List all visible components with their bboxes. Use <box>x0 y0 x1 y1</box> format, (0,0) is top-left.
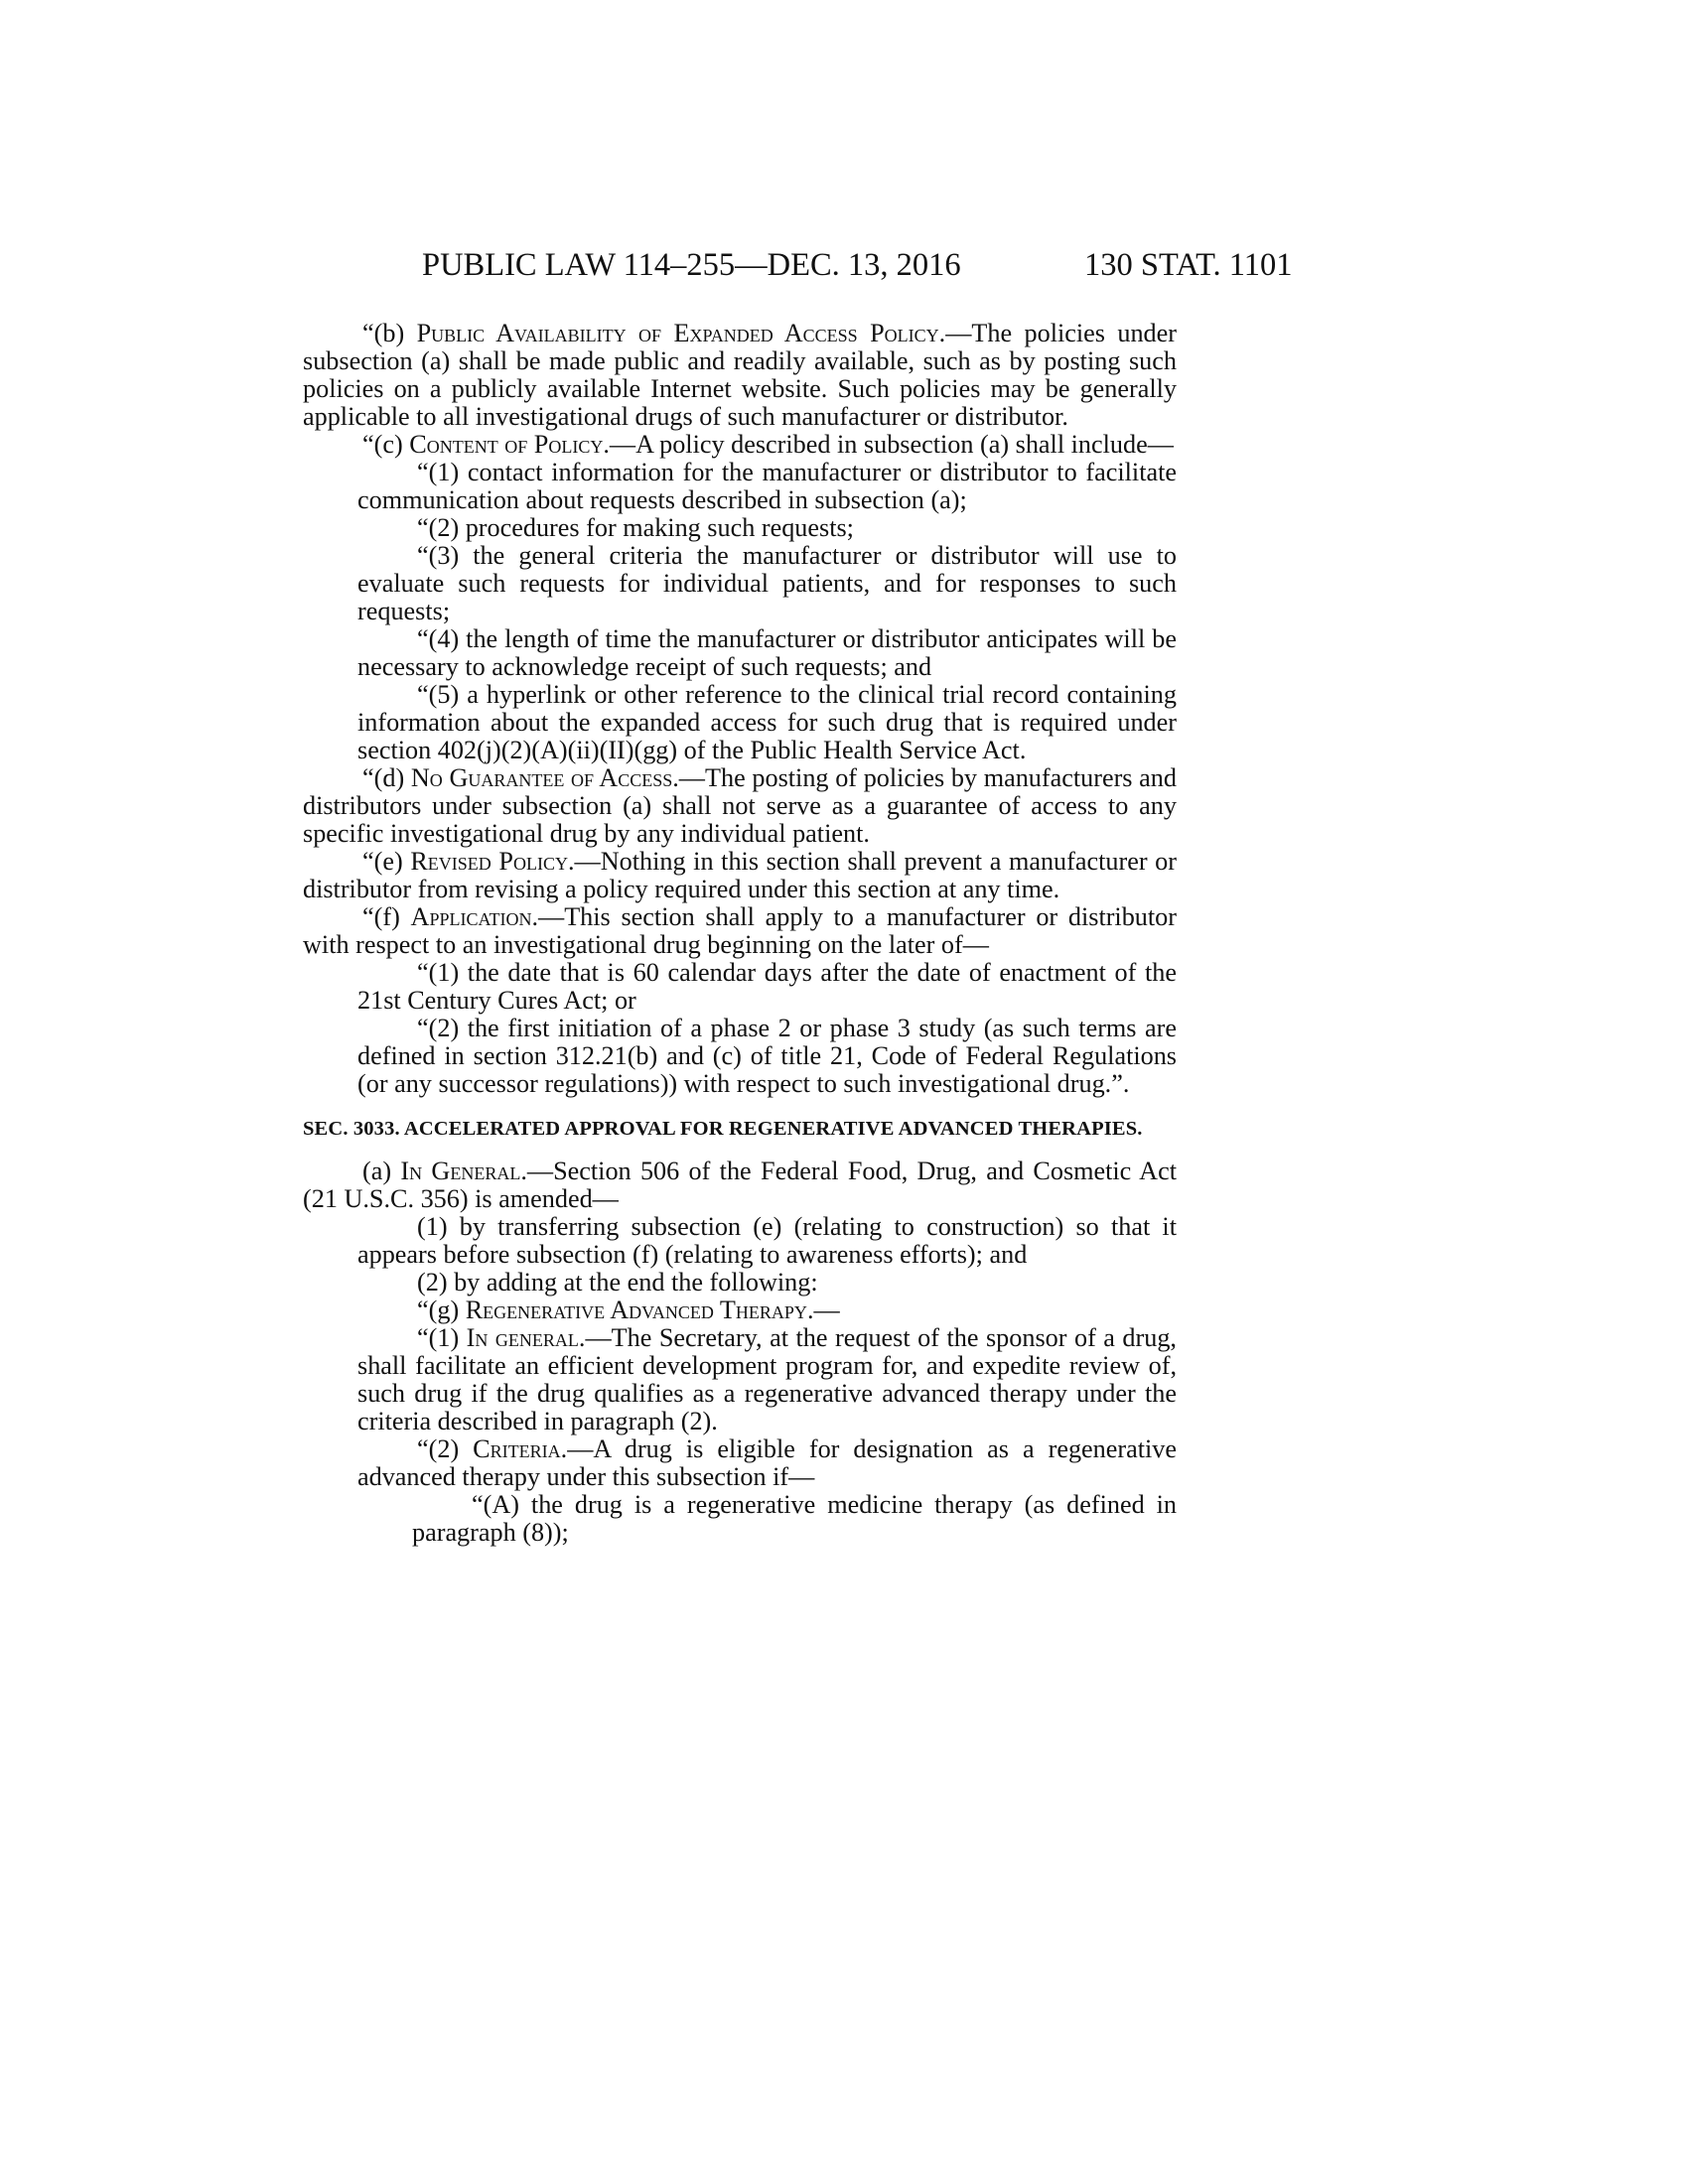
paragraph-a1: (1) by transferring subsection (e) (relating to construction) so that it appears before subsection (f) (relating to awareness efforts); and <box>357 1212 1177 1269</box>
subsection-c-heading: Content of Policy <box>409 430 604 459</box>
subparagraph-g2A: “(A) the drug is a regenerative medicine therapy (as defined in paragraph (8)); <box>412 1490 1177 1547</box>
subsection-d: “(d) No Guarantee of Access.—The posting of policies by manufacturers and distributors under subsection (a) shall not serve as a guarantee of access to any specific investigational drug by any individual patient. <box>303 763 1177 848</box>
body-text <box>303 320 1177 1547</box>
subsection-f: “(f) Application.—This section shall apply to a manufacturer or distributor with respect to an investigational drug beginning on the later of— <box>303 902 1177 959</box>
paragraph-c5: “(5) a hyperlink or other reference to the clinical trial record containing information about the expanded access for such drug that is required under section 402(j)(2)(A)(ii)(II)(gg) of the Public Health Service Act. <box>357 680 1177 764</box>
subsection-b: “(b) Public Availability of Expanded Access Policy.—The policies under subsection (a) shall be made public and readily available, such as by posting such policies on a publicly available Internet website. Such policies may be generally applicable to all investigational drugs of such manufacturer or distributor. <box>303 319 1177 431</box>
page-header <box>0 240 1688 290</box>
paragraph-c4: “(4) the length of time the manufacturer or distributor anticipates will be necessary to acknowledge receipt of such requests; and <box>357 624 1177 681</box>
paragraph-f1: “(1) the date that is 60 calendar days after the date of enactment of the 21st Century Cures Act; or <box>357 958 1177 1015</box>
paragraph-g2-heading: Criteria <box>473 1434 561 1463</box>
paragraph-c3: “(3) the general criteria the manufacturer or distributor will use to evaluate such requests for individual patients, and for responses to such requests; <box>357 541 1177 625</box>
subsection-c: “(c) Content of Policy.—A policy described in subsection (a) shall include— <box>362 430 1174 459</box>
subsection-e-heading: Revised Policy <box>410 847 568 876</box>
subsection-b-heading: Public Availability of Expanded Access Policy <box>416 319 939 347</box>
section-heading: SEC. 3033. ACCELERATED APPROVAL FOR REGENERATIVE ADVANCED THERAPIES. <box>303 1118 1143 1140</box>
subsection-g: “(g) Regenerative Advanced Therapy.— <box>417 1296 840 1324</box>
subsection-d-heading: No Guarantee of Access <box>410 763 673 792</box>
paragraph-a2: (2) by adding at the end the following: <box>417 1268 818 1297</box>
paragraph-c2: “(2) procedures for making such requests; <box>417 513 854 542</box>
subsection-f-heading: Application <box>410 902 532 931</box>
subsection-a: (a) In General.—Section 506 of the Federal Food, Drug, and Cosmetic Act (21 U.S.C. 356) is amended— <box>303 1157 1177 1213</box>
statute-page-number: 130 STAT. 1101 <box>1084 247 1293 283</box>
paragraph-g2: “(2) Criteria.—A drug is eligible for designation as a regenerative advanced therapy under this subsection if— <box>357 1434 1177 1491</box>
paragraph-c1: “(1) contact information for the manufacturer or distributor to facilitate communication about requests described in subsection (a); <box>357 458 1177 514</box>
running-head-title: PUBLIC LAW 114–255—DEC. 13, 2016 <box>422 247 961 283</box>
paragraph-g1-heading: In general <box>466 1323 579 1352</box>
subsection-g-heading: Regenerative Advanced Therapy <box>465 1296 807 1324</box>
subsection-e: “(e) Revised Policy.—Nothing in this section shall prevent a manufacturer or distributor from revising a policy required under this section at any time. <box>303 847 1177 903</box>
paragraph-g1: “(1) In general.—The Secretary, at the request of the sponsor of a drug, shall facilitate an efficient development program for, and expedite review of, such drug if the drug qualifies as a regenerative advanced therapy under the criteria described in paragraph (2). <box>357 1323 1177 1435</box>
paragraph-f2: “(2) the first initiation of a phase 2 or phase 3 study (as such terms are defined in section 312.21(b) and (c) of title 21, Code of Federal Regulations (or any successor regulations)) with respect to such investigational drug.”. <box>357 1014 1177 1098</box>
subsection-a-heading: In General <box>400 1157 521 1185</box>
